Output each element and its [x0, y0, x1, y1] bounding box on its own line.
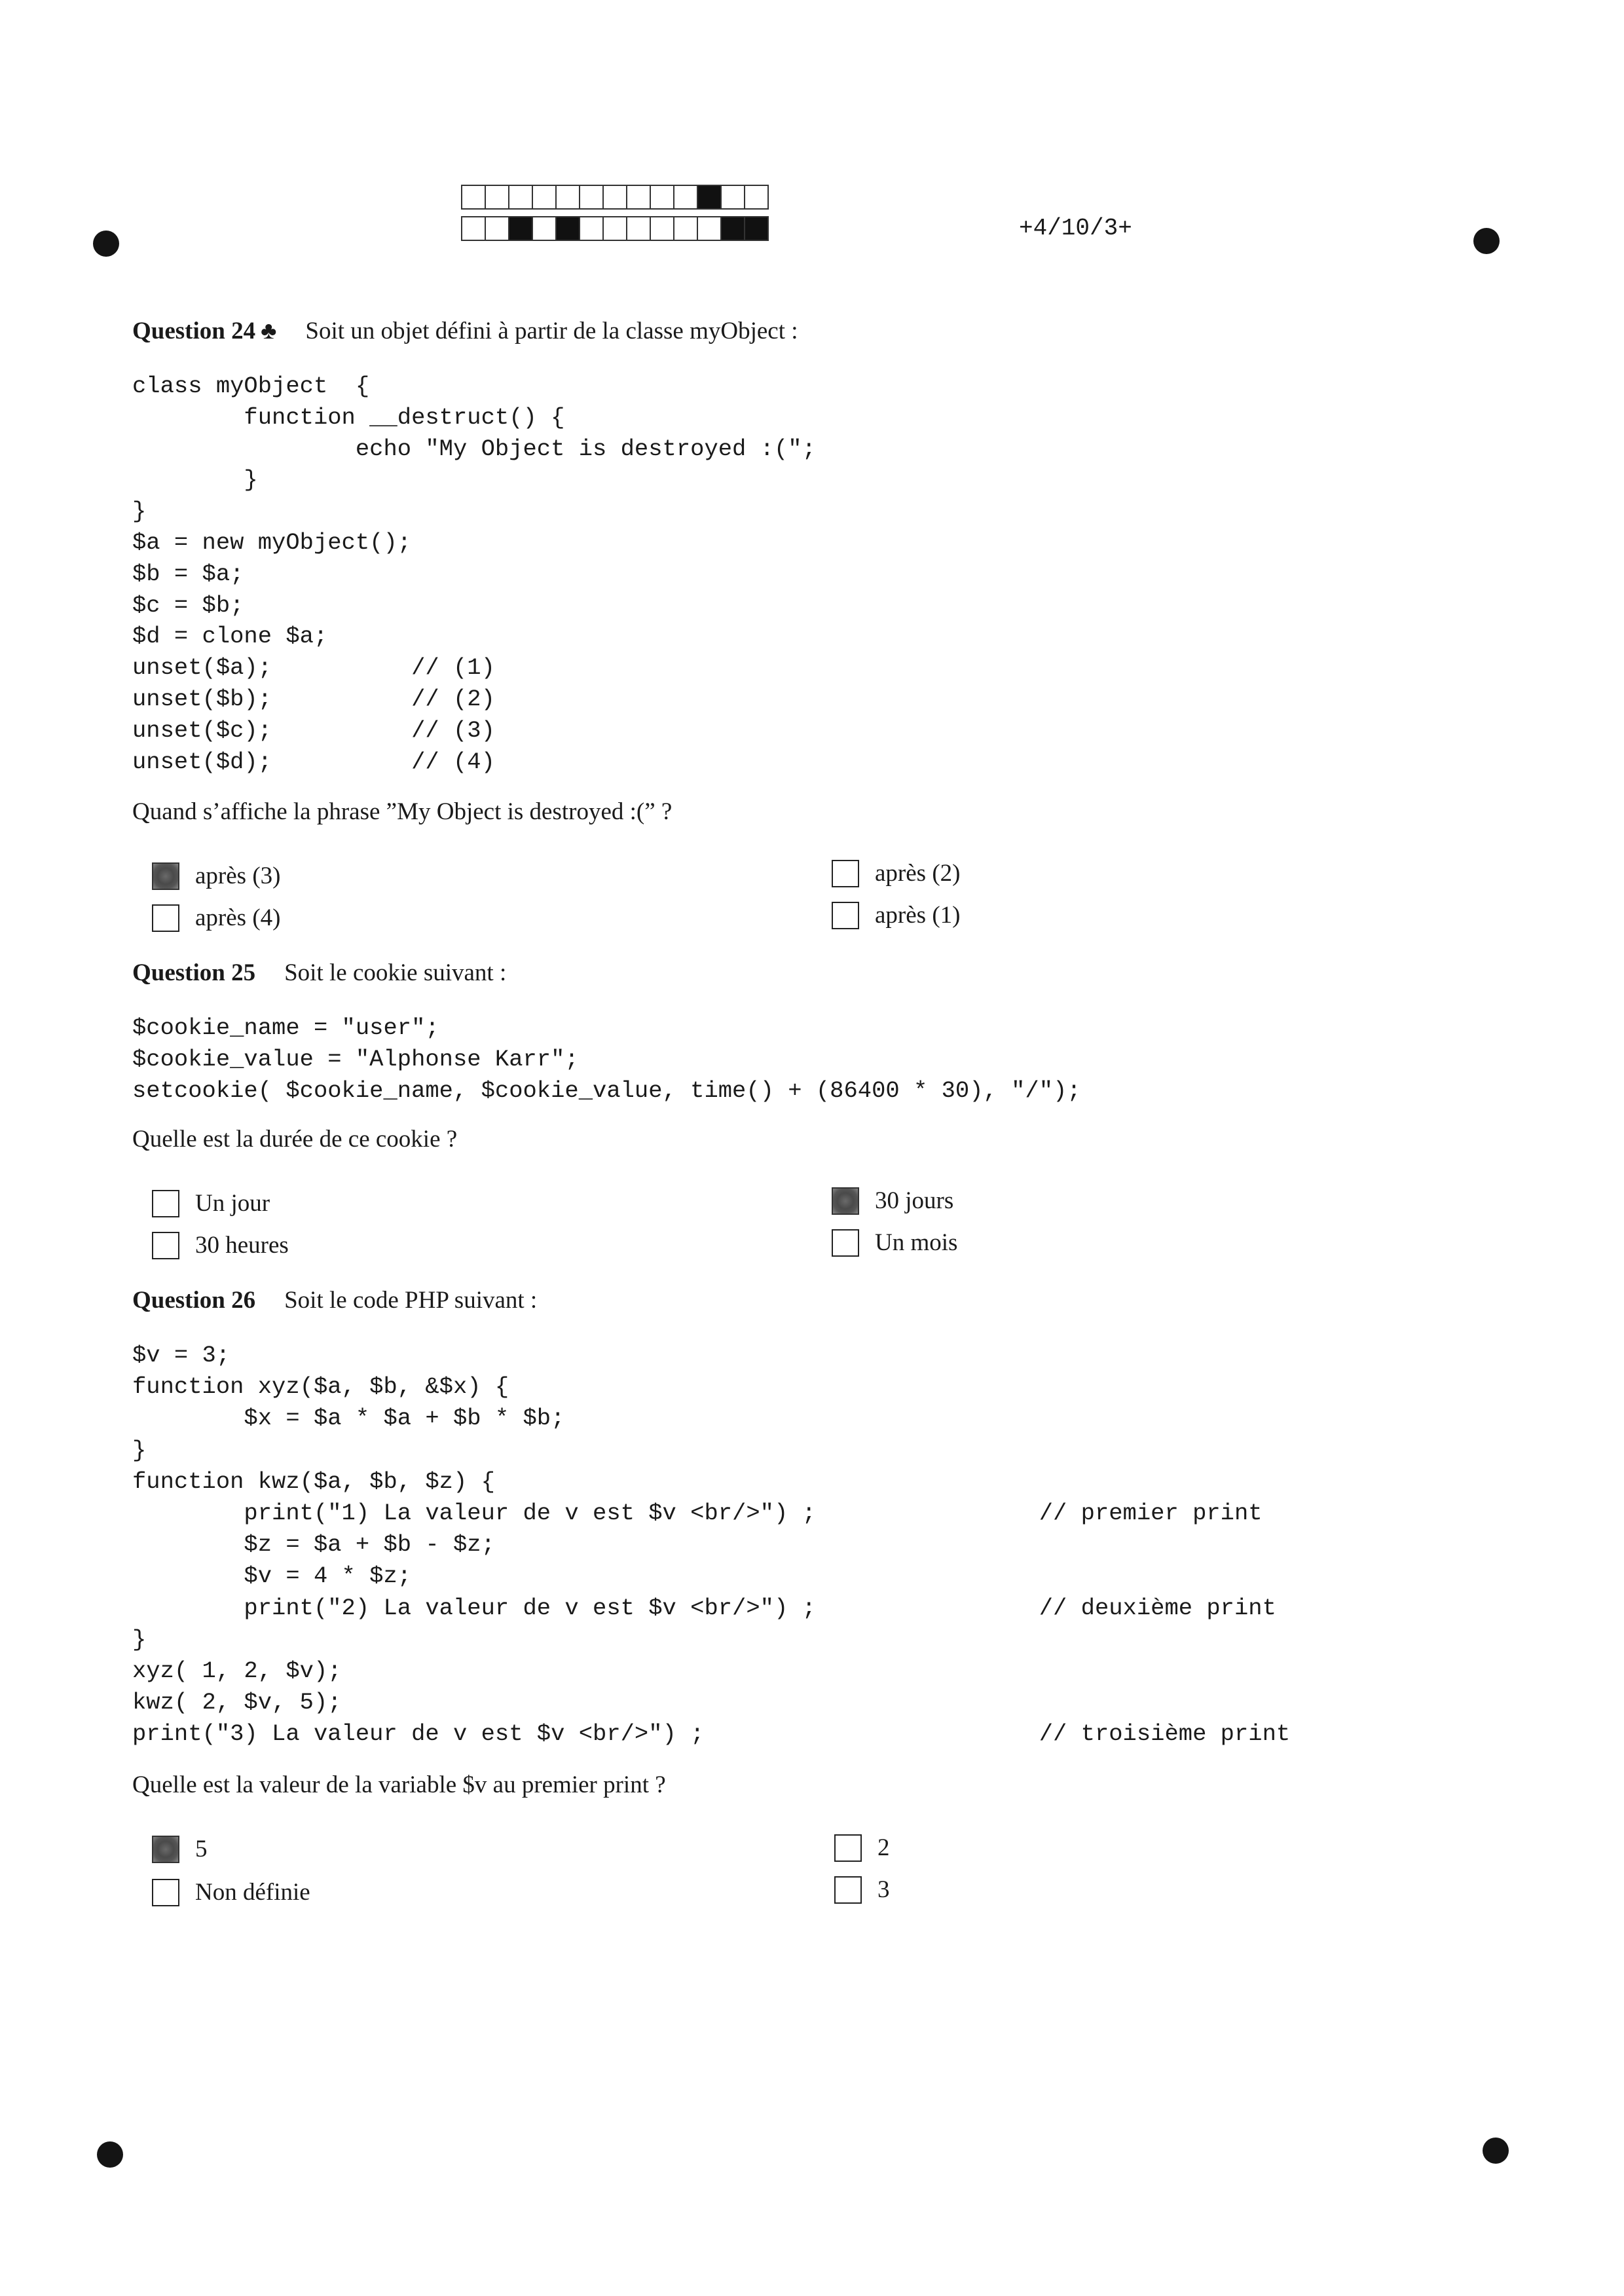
q24-choice-4-label: après (1)	[875, 902, 961, 929]
q26-choice-2-label: Non définie	[195, 1879, 310, 1906]
id-grid-cell-2-2	[486, 216, 509, 241]
q26-choice-4-label: 3	[877, 1876, 890, 1903]
q25-checkbox-2[interactable]	[152, 1232, 179, 1259]
id-grid-cell-2-10	[674, 216, 698, 241]
registration-dot-top-left	[93, 231, 119, 257]
q24-checkbox-2[interactable]	[152, 904, 179, 932]
id-grid-cell-2-4	[533, 216, 557, 241]
q25-checkbox-3[interactable]	[832, 1187, 859, 1215]
id-grid-cell-2-12	[722, 216, 745, 241]
question-26-code: $v = 3; function xyz($a, $b, &$x) { $x = $a * $a + $b * $b; } function kwz($a, $b, $z) { print("1) La valeur de v est $v <br/>") ; // premier print $z = $a + $b - $z; $v = 4 * $z; print("2) La valeur de v est $v <br/>") ; // deuxième print } xyz( 1, 2, $v); kwz( 2, $v, 5); print("3) La valeur de v est $v <br/>") ; // troisième print	[132, 1342, 1291, 1748]
q26-checkbox-4[interactable]	[834, 1876, 862, 1904]
id-grid-cell-2-11	[698, 216, 722, 241]
q24-checkbox-3[interactable]	[832, 860, 859, 887]
question-25-title: Question 25	[132, 959, 256, 986]
q25-choice-3-label: 30 jours	[875, 1187, 954, 1214]
question-26-header	[132, 1286, 537, 1314]
q26-choice-1[interactable]	[152, 1835, 208, 1863]
id-grid-cell-1-13	[745, 185, 769, 210]
q24-choice-3-label: après (2)	[875, 860, 961, 887]
q24-choice-1-label: après (3)	[195, 862, 281, 889]
id-grid-row-1	[461, 185, 769, 210]
q25-checkbox-1[interactable]	[152, 1190, 179, 1217]
question-24-header	[132, 317, 798, 345]
q24-choice-4[interactable]	[832, 901, 960, 929]
id-grid-cell-1-3	[509, 185, 533, 210]
question-24-title: Question 24	[132, 318, 256, 344]
id-grid-cell-1-2	[486, 185, 509, 210]
q25-choice-4-label: Un mois	[875, 1229, 958, 1256]
question-25-code: $cookie_name = "user"; $cookie_value = "Alphonse Karr"; setcookie( $cookie_name, $cookie_value, time() + (86400 * 30), "/");	[132, 1014, 1081, 1104]
student-id-grid	[461, 185, 769, 248]
q25-choice-1-label: Un jour	[195, 1190, 270, 1217]
id-grid-cell-1-6	[580, 185, 604, 210]
question-26-text: Soit le code PHP suivant :	[284, 1287, 538, 1314]
q24-choice-2[interactable]	[152, 904, 280, 932]
registration-dot-bottom-left	[97, 2141, 123, 2168]
id-grid-cell-1-12	[722, 185, 745, 210]
q26-choice-3[interactable]	[834, 1834, 890, 1862]
id-grid-cell-2-7	[604, 216, 627, 241]
id-grid-row-2	[461, 216, 769, 241]
registration-dot-bottom-right	[1483, 2138, 1509, 2164]
id-grid-cell-2-6	[580, 216, 604, 241]
q24-checkbox-4[interactable]	[832, 902, 859, 929]
id-grid-cell-1-7	[604, 185, 627, 210]
question-24-prompt: Quand s’affiche la phrase ”My Object is destroyed :(” ?	[132, 798, 673, 825]
q26-checkbox-1[interactable]	[152, 1836, 179, 1863]
q26-checkbox-2[interactable]	[152, 1879, 179, 1906]
q25-choice-1[interactable]	[152, 1189, 270, 1217]
q26-choice-3-label: 2	[877, 1834, 890, 1861]
q25-checkbox-4[interactable]	[832, 1229, 859, 1257]
registration-dot-top-right	[1473, 228, 1500, 254]
q26-choice-1-label: 5	[195, 1836, 208, 1862]
id-grid-cell-1-4	[533, 185, 557, 210]
question-24-code: class myObject { function __destruct() { echo "My Object is destroyed :("; } } $a = new myObject(); $b = $a; $c = $b; $d = clone $a; unset($a); // (1) unset($b); // (2) unset($c); // (3) unset($d); // (4)	[132, 373, 816, 775]
id-grid-cell-2-9	[651, 216, 674, 241]
id-grid-cell-2-5	[557, 216, 580, 241]
id-grid-cell-1-9	[651, 185, 674, 210]
q26-checkbox-3[interactable]	[834, 1834, 862, 1862]
q25-choice-2[interactable]	[152, 1231, 289, 1259]
id-grid-cell-2-8	[627, 216, 651, 241]
id-grid-cell-1-11	[698, 185, 722, 210]
q25-choice-2-label: 30 heures	[195, 1232, 289, 1259]
question-25-prompt: Quelle est la durée de ce cookie ?	[132, 1126, 458, 1153]
id-grid-cell-2-3	[509, 216, 533, 241]
question-26-prompt: Quelle est la valeur de la variable $v au premier print ?	[132, 1771, 666, 1798]
q26-choice-4[interactable]	[834, 1876, 890, 1904]
club-icon: ♣	[261, 318, 277, 344]
q26-choice-2[interactable]	[152, 1878, 310, 1906]
q25-choice-3[interactable]	[832, 1187, 953, 1215]
id-grid-cell-1-5	[557, 185, 580, 210]
q24-choice-2-label: après (4)	[195, 904, 281, 931]
id-grid-cell-1-1	[461, 185, 486, 210]
id-grid-cell-1-8	[627, 185, 651, 210]
page-code: +4/10/3+	[1019, 215, 1132, 242]
id-grid-cell-2-13	[745, 216, 769, 241]
question-26-title: Question 26	[132, 1287, 256, 1314]
q25-choice-4[interactable]	[832, 1229, 957, 1257]
id-grid-cell-1-10	[674, 185, 698, 210]
id-grid-cell-2-1	[461, 216, 486, 241]
q24-choice-3[interactable]	[832, 859, 960, 887]
question-24-text: Soit un objet défini à partir de la classe myObject :	[305, 318, 798, 344]
question-25-text: Soit le cookie suivant :	[284, 959, 507, 986]
q24-choice-1[interactable]	[152, 862, 280, 890]
question-25-header	[132, 959, 506, 987]
q24-checkbox-1[interactable]	[152, 862, 179, 890]
